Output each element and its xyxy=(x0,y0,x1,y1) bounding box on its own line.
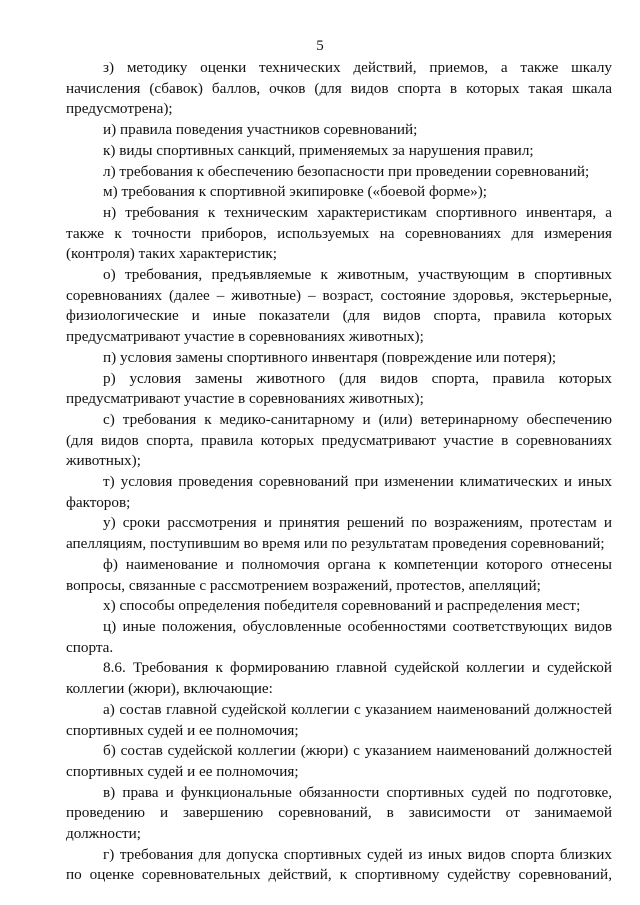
paragraph-b: б) состав судейской коллегии (жюри) с указанием наименований должностей спортивных судей и ее полномочия; xyxy=(66,742,612,780)
paragraph-z: з) методику оценки технических действий, приемов, а также шкалу начисления (сбавок) баллов, очков (для видов спорта в которых такая шкала предусмотрена); xyxy=(66,59,612,118)
paragraph-k: к) виды спортивных санкций, применяемых за нарушения правил; xyxy=(103,141,534,159)
paragraph-s: с) требования к медико-санитарному и (или) ветеринарному обеспечению (для видов спорта, правила которых предусматривают участие в соревнованиях животных); xyxy=(66,410,612,470)
paragraph-u: у) сроки рассмотрения и принятия решений по возражениям, протестам и апелляциям, поступившим во время или по результатам проведения соревнований; xyxy=(66,514,612,553)
paragraph-ts: ц) иные положения, обусловленные особенностями соответствующих видов спорта. xyxy=(66,617,612,656)
paragraph-m: м) требования к спортивной экипировке («боевой форме»); xyxy=(103,183,487,201)
document-body xyxy=(66,58,612,886)
paragraph-p: п) условия замены спортивного инвентаря (повреждение или потеря); xyxy=(103,348,557,366)
paragraph-l: л) требования к обеспечению безопасности при проведении соревнований; xyxy=(103,162,590,180)
paragraph-a: а) состав главной судейской коллегии с указанием наименований должностей спортивных судей и ее полномочия; xyxy=(66,700,612,739)
page-number: 5 xyxy=(316,38,324,54)
section-8-6-heading: 8.6. Требования к формированию главной судейской коллегии и судейской коллегии (жюри), включающие: xyxy=(66,659,612,698)
paragraph-n: н) требования к техническим характеристикам спортивного инвентаря, а также к точности приборов, используемых на соревнованиях для измерения (контроля) таких характеристик; xyxy=(66,203,612,263)
paragraph-f: ф) наименование и полномочия органа к компетенции которого отнесены вопросы, связанные с рассмотрением возражений, протестов, апелляций; xyxy=(66,555,612,594)
paragraph-o: о) требования, предъявляемые к животным, участвующим в спортивных соревнованиях (далее – животные) – возраст, состояние здоровья, экстерьерные, физиологические и иные показатели (для видов спорта, правила которых предусматривают участие в соревнованиях животных); xyxy=(66,266,612,346)
paragraph-v: в) права и функциональные обязанности спортивных судей по подготовке, проведению и завершению соревнований, в зависимости от занимаемой должности; xyxy=(66,783,612,843)
paragraph-t: т) условия проведения соревнований при изменении климатических и иных факторов; xyxy=(66,473,612,511)
paragraph-h: х) способы определения победителя соревнований и распределения мест; xyxy=(103,597,581,615)
paragraph-g: г) требования для допуска спортивных судей из иных видов спорта близких по оценке соревновательных действий, к спортивному судейству соревнований, xyxy=(66,845,612,884)
paragraph-i: и) правила поведения участников соревнований; xyxy=(103,121,418,139)
paragraph-r: р) условия замены животного (для видов спорта, правила которых предусматривают участие в соревнованиях животных); xyxy=(66,369,612,408)
